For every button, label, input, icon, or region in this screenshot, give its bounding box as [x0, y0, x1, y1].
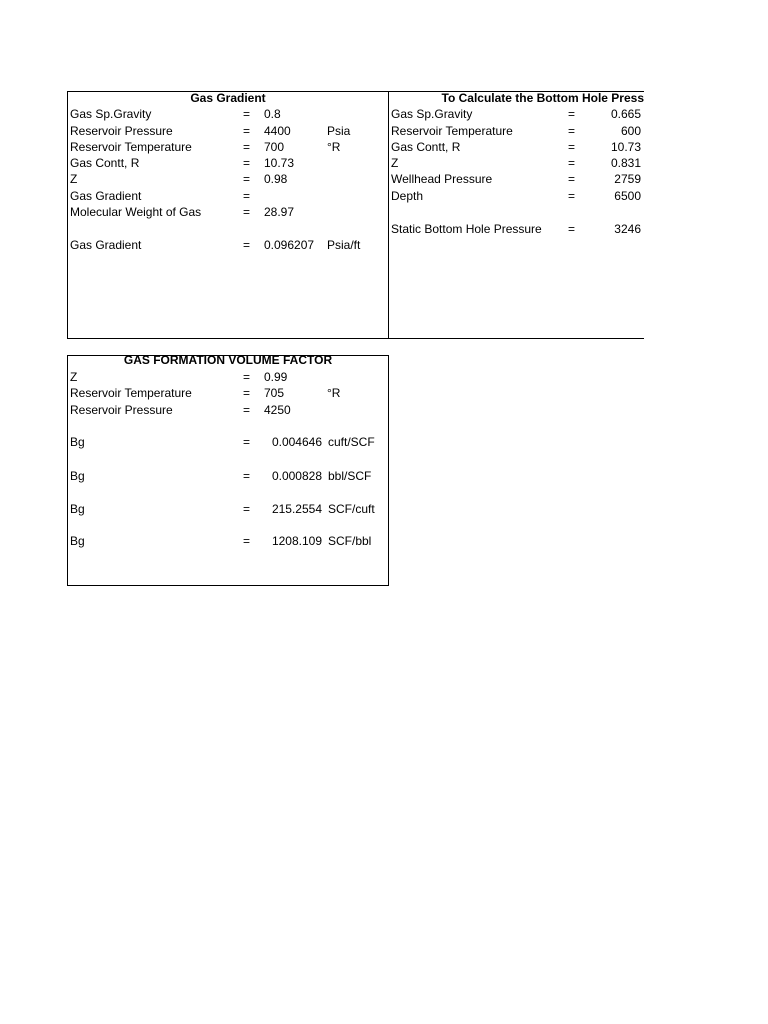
row-eq: = [243, 435, 251, 449]
row-label: Reservoir Temperature [391, 124, 513, 138]
row-label: Wellhead Pressure [391, 172, 493, 186]
row-eq: = [243, 205, 251, 219]
row-value: 0.096207 [264, 238, 315, 252]
row-eq: = [243, 370, 251, 384]
row-eq: = [243, 403, 251, 417]
row-value: 705 [264, 386, 285, 400]
row-value: 0.665 [610, 107, 641, 121]
row-label: Gas Gradient [70, 189, 142, 203]
row-label: Bg [70, 502, 85, 516]
row-eq: = [568, 156, 576, 170]
bottom-hole-title: To Calculate the Bottom Hole Press [441, 91, 644, 105]
row-unit: bbl/SCF [328, 469, 372, 483]
row-label: Gas Sp.Gravity [391, 107, 473, 121]
row-label: Reservoir Temperature [70, 140, 192, 154]
row-label: Z [391, 156, 399, 170]
row-value: 2759 [614, 172, 641, 186]
row-unit: cuft/SCF [328, 435, 375, 449]
row-eq: = [243, 172, 251, 186]
row-label: Gas Contt, R [391, 140, 461, 154]
row-value: 4400 [264, 124, 291, 138]
row-eq: = [568, 124, 576, 138]
row-label: Gas Gradient [70, 238, 142, 252]
row-eq: = [568, 140, 576, 154]
row-label: Depth [391, 189, 424, 203]
row-label: Reservoir Temperature [70, 386, 192, 400]
row-value: 0.8 [264, 107, 281, 121]
row-value: 0.831 [610, 156, 641, 170]
row-unit: °R [327, 140, 341, 154]
row-eq: = [243, 534, 251, 548]
row-value: 1208.109 [271, 534, 322, 548]
row-label: Reservoir Pressure [70, 124, 173, 138]
row-label: Reservoir Pressure [70, 403, 173, 417]
row-eq: = [243, 386, 251, 400]
row-value: 28.97 [264, 205, 295, 219]
fvf-title: GAS FORMATION VOLUME FACTOR [123, 353, 333, 367]
row-unit: SCF/cuft [328, 502, 375, 516]
row-label: Z [70, 370, 78, 384]
row-label: Molecular Weight of Gas [70, 205, 202, 219]
row-value: 0.99 [264, 370, 288, 384]
row-value: 215.2554 [271, 502, 322, 516]
row-eq: = [243, 238, 251, 252]
row-eq: = [243, 189, 251, 203]
row-value: 0.98 [264, 172, 288, 186]
row-unit: Psia/ft [327, 238, 361, 252]
row-label: Bg [70, 534, 85, 548]
row-eq: = [243, 140, 251, 154]
row-eq: = [243, 502, 251, 516]
row-value: 0.000828 [271, 469, 322, 483]
row-value: 3246 [614, 222, 641, 236]
row-value: 10.73 [610, 140, 641, 154]
row-value: 10.73 [264, 156, 295, 170]
row-label: Bg [70, 435, 85, 449]
row-eq: = [568, 189, 576, 203]
row-eq: = [243, 156, 251, 170]
row-value: 700 [264, 140, 285, 154]
row-value: 6500 [614, 189, 641, 203]
row-label: Gas Contt, R [70, 156, 140, 170]
row-eq: = [243, 469, 251, 483]
row-eq: = [568, 222, 576, 236]
row-unit: SCF/bbl [328, 534, 372, 548]
row-unit: Psia [327, 124, 351, 138]
gas-gradient-title: Gas Gradient [190, 91, 266, 105]
row-eq: = [243, 107, 251, 121]
row-eq: = [568, 172, 576, 186]
row-label: Gas Sp.Gravity [70, 107, 152, 121]
row-label: Z [70, 172, 78, 186]
row-label: Static Bottom Hole Pressure [391, 222, 542, 236]
row-value: 0.004646 [271, 435, 322, 449]
row-eq: = [568, 107, 576, 121]
row-value: 4250 [264, 403, 291, 417]
row-value: 600 [620, 124, 641, 138]
row-eq: = [243, 124, 251, 138]
bottom-hole-bottom-border [388, 338, 644, 339]
row-label: Bg [70, 469, 85, 483]
row-unit: °R [327, 386, 341, 400]
